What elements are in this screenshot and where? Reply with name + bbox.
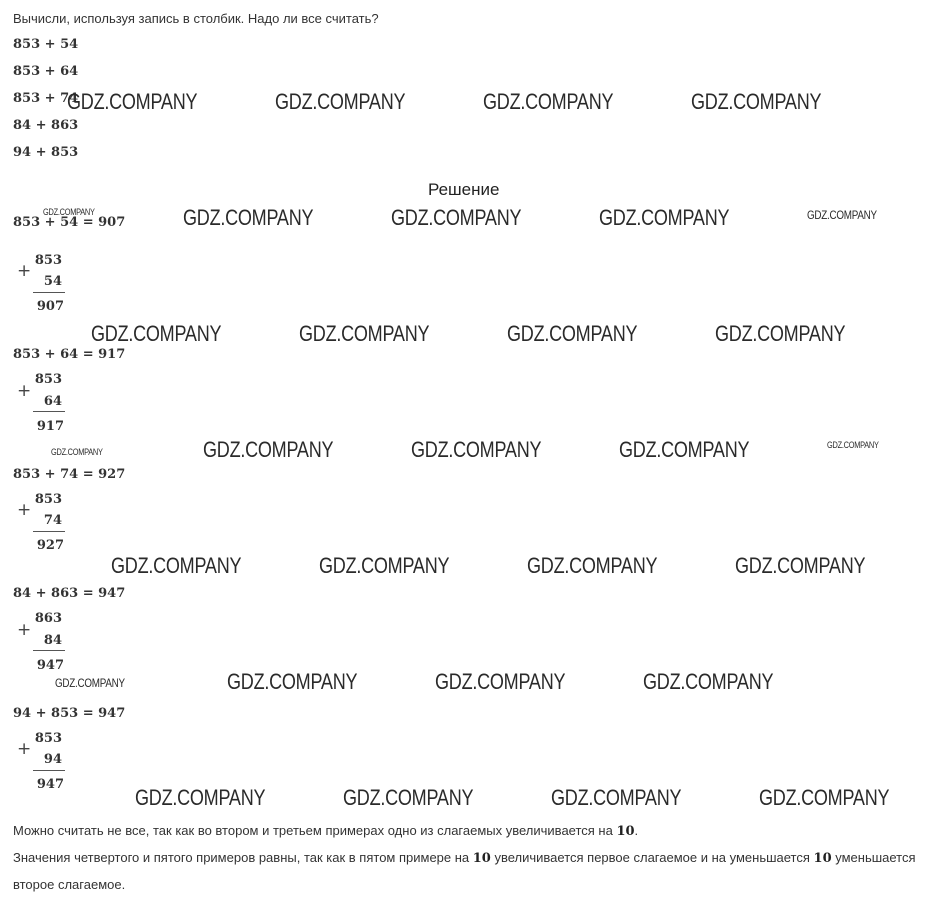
watermark: GDZ.COMPANY — [319, 553, 450, 578]
watermark: GDZ.COMPANY — [135, 785, 266, 810]
solution-2-equation: 853 + 64 = 917 — [13, 347, 126, 362]
conclusion-number: 10 — [616, 824, 635, 839]
watermark: GDZ.COMPANY — [715, 321, 846, 346]
solution-heading: Решение — [428, 180, 500, 199]
conclusion-text: уменьшается второе слагаемое. — [13, 850, 916, 892]
task-item-4: 84 + 863 — [13, 118, 79, 133]
conclusion-paragraph-2 — [13, 845, 928, 898]
column-top-number: 853 — [34, 253, 62, 268]
watermark: GDZ.COMPANY — [507, 321, 638, 346]
watermark: GDZ.COMPANY — [91, 321, 222, 346]
plus-sign: + — [17, 381, 32, 401]
watermark: GDZ.COMPANY — [299, 321, 430, 346]
column-result: 947 — [36, 777, 64, 792]
conclusion-number: 10 — [813, 851, 832, 866]
conclusion-number: 10 — [472, 851, 491, 866]
column-divider — [33, 531, 65, 532]
column-divider — [33, 292, 65, 293]
watermark: GDZ.COMPANY — [227, 669, 358, 694]
column-bottom-number: 94 — [43, 752, 62, 767]
watermark: GDZ.COMPANY — [807, 208, 877, 222]
watermark: GDZ.COMPANY — [183, 205, 314, 230]
watermark: GDZ.COMPANY — [483, 89, 614, 114]
watermark: GDZ.COMPANY — [411, 437, 542, 462]
column-divider — [33, 411, 65, 412]
watermark: GDZ.COMPANY — [67, 89, 198, 114]
watermark: GDZ.COMPANY — [275, 89, 406, 114]
conclusion-text: Можно считать не все, так как во втором и третьем примерах одно из слагаемых увеличивается на — [13, 823, 617, 838]
watermark: GDZ.COMPANY — [343, 785, 474, 810]
task-prompt: Вычисли, используя запись в столбик. Надо ли все считать? — [13, 11, 379, 26]
watermark: GDZ.COMPANY — [551, 785, 682, 810]
column-top-number: 863 — [34, 611, 62, 626]
conclusion-text: увеличивается первое слагаемое и на уменьшается — [490, 850, 814, 865]
watermark: GDZ.COMPANY — [599, 205, 730, 230]
column-bottom-number: 74 — [43, 513, 62, 528]
solution-5-equation: 94 + 853 = 947 — [13, 706, 126, 721]
task-item-1: 853 + 54 — [13, 37, 79, 52]
watermark: GDZ.COMPANY — [691, 89, 822, 114]
plus-sign: + — [17, 261, 32, 281]
column-divider — [33, 770, 65, 771]
column-divider — [33, 650, 65, 651]
column-result: 917 — [36, 419, 64, 434]
plus-sign: + — [17, 500, 32, 520]
column-result: 907 — [36, 299, 64, 314]
conclusion-text: Значения четвертого и пятого примеров равны, так как в пятом примере на — [13, 850, 473, 865]
task-item-5: 94 + 853 — [13, 145, 79, 160]
solution-4-equation: 84 + 863 = 947 — [13, 586, 126, 601]
plus-sign: + — [17, 620, 32, 640]
watermark: GDZ.COMPANY — [435, 669, 566, 694]
watermark: GDZ.COMPANY — [527, 553, 658, 578]
watermark: GDZ.COMPANY — [643, 669, 774, 694]
conclusion-text: . — [634, 823, 639, 838]
column-bottom-number: 64 — [43, 394, 62, 409]
plus-sign: + — [17, 739, 32, 759]
column-top-number: 853 — [34, 372, 62, 387]
watermark: GDZ.COMPANY — [51, 447, 103, 457]
watermark: GDZ.COMPANY — [619, 437, 750, 462]
column-result: 947 — [36, 658, 64, 673]
solution-3-equation: 853 + 74 = 927 — [13, 467, 126, 482]
conclusion-paragraph-1 — [13, 818, 928, 845]
watermark: GDZ.COMPANY — [43, 207, 95, 217]
task-item-3: 853 + 74 — [13, 91, 79, 106]
column-bottom-number: 84 — [43, 633, 62, 648]
watermark: GDZ.COMPANY — [827, 440, 879, 450]
watermark: GDZ.COMPANY — [735, 553, 866, 578]
solution-1-equation: 853 + 54 = 907 — [13, 215, 126, 230]
column-top-number: 853 — [34, 492, 62, 507]
watermark: GDZ.COMPANY — [55, 676, 125, 690]
column-top-number: 853 — [34, 731, 62, 746]
watermark: GDZ.COMPANY — [111, 553, 242, 578]
watermark: GDZ.COMPANY — [759, 785, 890, 810]
column-result: 927 — [36, 538, 64, 553]
watermark: GDZ.COMPANY — [203, 437, 334, 462]
task-item-2: 853 + 64 — [13, 64, 79, 79]
column-bottom-number: 54 — [43, 274, 62, 289]
watermark: GDZ.COMPANY — [391, 205, 522, 230]
